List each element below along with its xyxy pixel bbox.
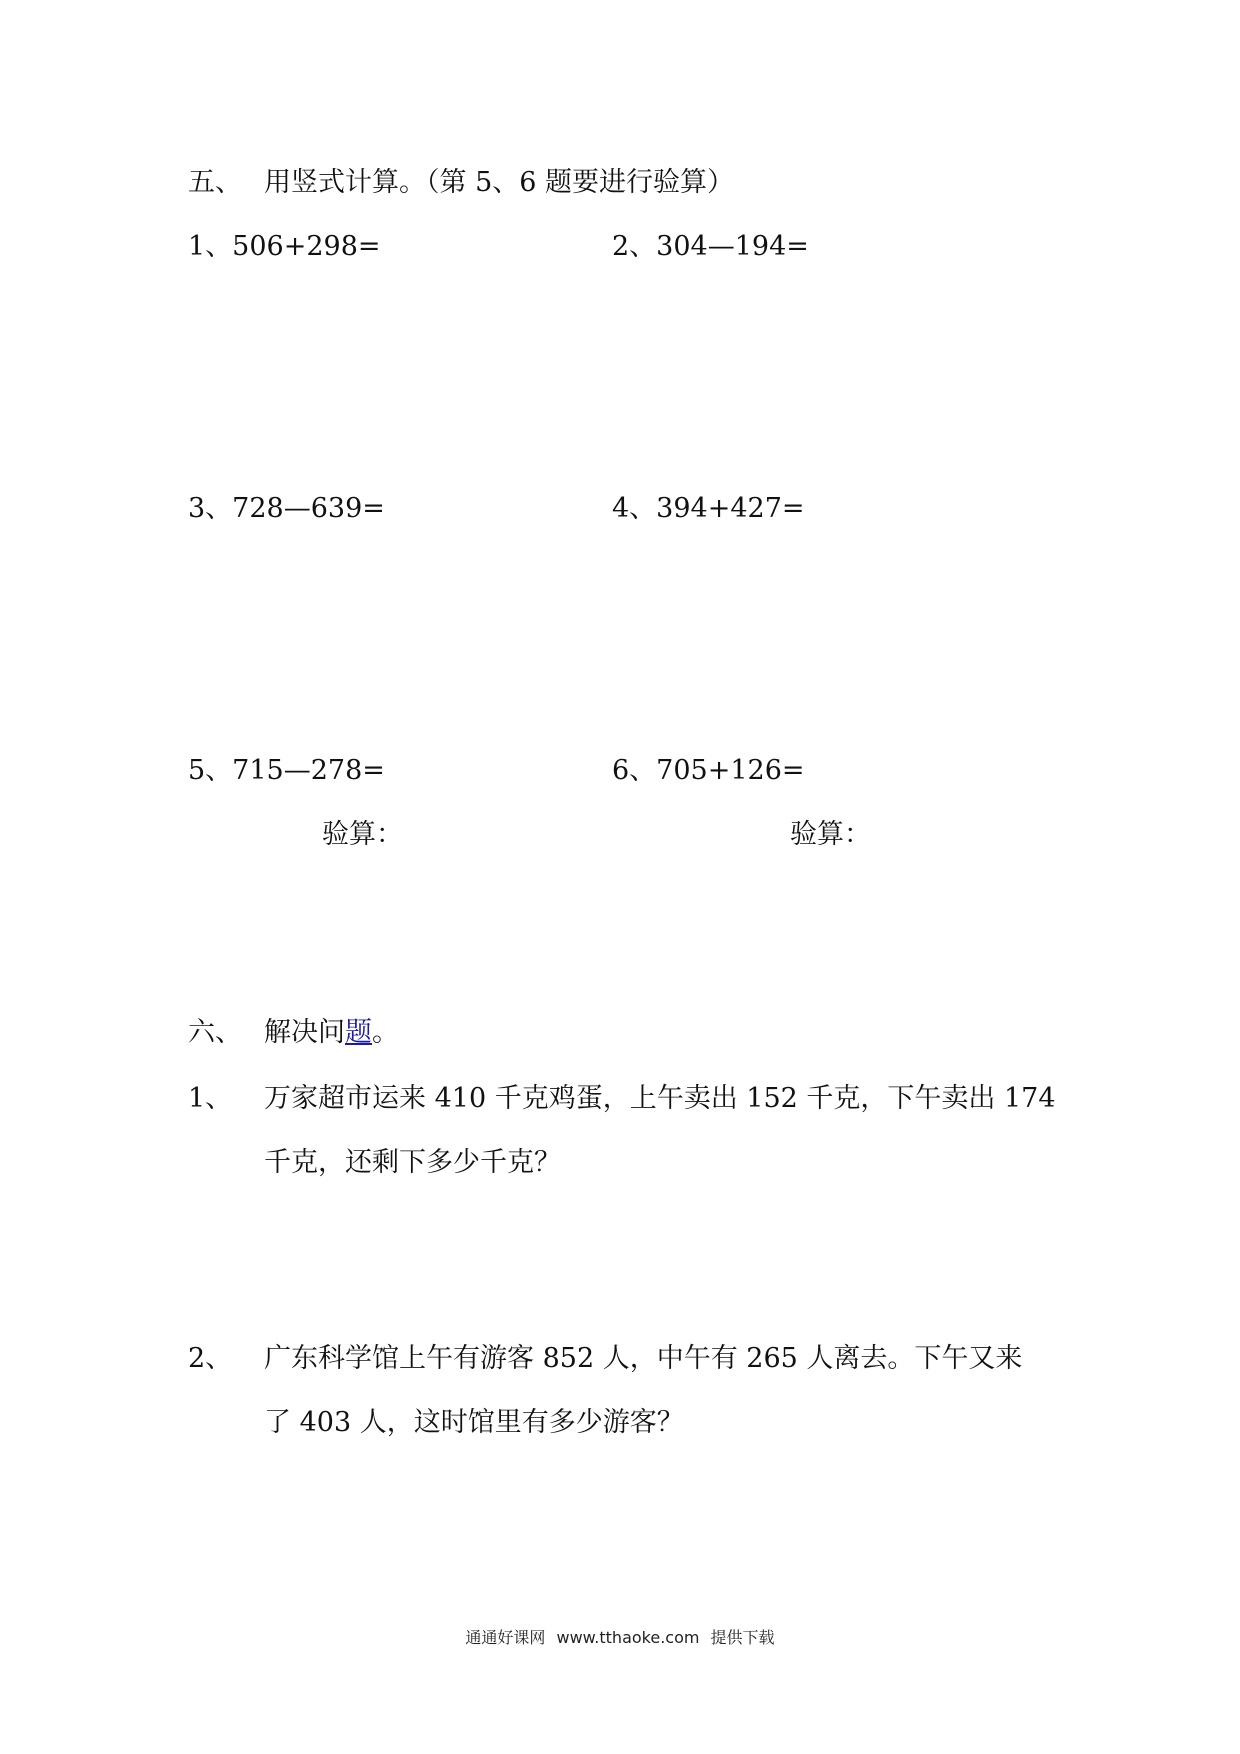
section-6-title-link[interactable]: 题 <box>345 1017 372 1048</box>
section-6-title-text: 解决问 <box>264 1017 345 1048</box>
calc-problem-4: 4、394+427= <box>612 493 805 524</box>
word-problem-1-line-2: 千克，还剩下多少千克？ <box>264 1147 561 1178</box>
calc-problem-1: 1、506+298= <box>188 231 381 262</box>
section-5-number: 五、 <box>188 167 242 198</box>
calc-problem-2: 2、304—194= <box>612 231 809 262</box>
word-problem-1-line-1: 万家超市运来 410 千克鸡蛋，上午卖出 152 千克，下午卖出 174 <box>264 1083 1056 1114</box>
word-problem-2-number: 2、 <box>188 1343 233 1374</box>
word-problem-2-line-1: 广东科学馆上午有游客 852 人，中午有 265 人离去。下午又来 <box>264 1343 1023 1374</box>
page-footer: 通通好课网 www.tthaoke.com 提供下载 <box>465 1628 775 1647</box>
section-5-heading <box>188 166 734 200</box>
section-6-title-end: 。 <box>372 1017 399 1048</box>
word-problem-1-number: 1、 <box>188 1083 233 1114</box>
section-5-title: 用竖式计算。（第 5、6 题要进行验算） <box>264 167 735 198</box>
word-problem-2-line-2: 了 403 人，这时馆里有多少游客？ <box>264 1407 684 1438</box>
section-6-number: 六、 <box>188 1017 242 1048</box>
calc-problem-3: 3、728—639= <box>188 493 385 524</box>
check-label-5: 验算： <box>322 819 403 850</box>
calc-problem-5: 5、715—278= <box>188 755 385 786</box>
check-label-6: 验算： <box>790 819 871 850</box>
calc-problem-6: 6、705+126= <box>612 755 805 786</box>
section-6-heading <box>188 1016 399 1050</box>
